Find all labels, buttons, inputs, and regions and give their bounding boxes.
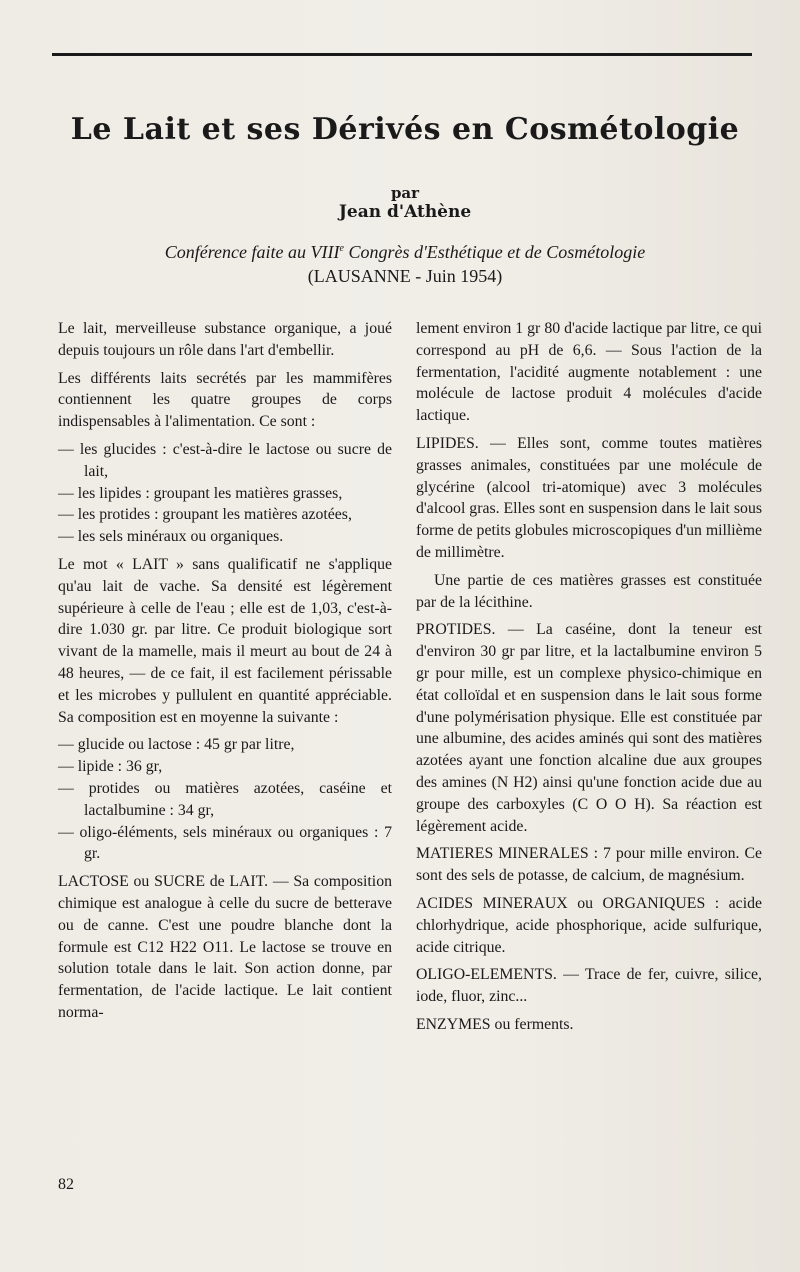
list-item: — lipide : 36 gr, bbox=[58, 758, 163, 776]
paragraph: ACIDES MINERAUX ou ORGANIQUES : acide chlorhydrique, acide phosphorique, acide sulfurique, acide citrique. bbox=[416, 894, 762, 956]
paragraph: lement environ 1 gr 80 d'acide lactique par litre, ce qui correspond au pH de 6,6. — Sous l'action de la fermentation, l'acidité augmente notablement : une molécule de lactose produit 4 molécules d'acide lactique. bbox=[416, 320, 762, 425]
paragraph: Le lait, merveilleuse substance organique, a joué depuis toujours un rôle dans l'art d'embellir. bbox=[58, 320, 392, 359]
list-item: — les lipides : groupant les matières grasses, bbox=[58, 484, 343, 502]
page-number: 82 bbox=[58, 1176, 74, 1193]
top-rule bbox=[52, 53, 752, 56]
paragraph: Les différents laits secrétés par les mammifères contiennent les quatre groupes de corps indispensables à l'alimentation. Ce sont : bbox=[58, 369, 392, 431]
paragraph: LACTOSE ou SUCRE de LAIT. — Sa composition chimique est analogue à celle du sucre de betterave ou de canne. C'est une poudre blanche dont la formule est C12 H22 O11. Le lactose se trouve en solution totale dans le lait. Son action donne, par fermentation, de l'acide lactique. Le lait contient norma- bbox=[58, 873, 392, 1021]
right-column bbox=[416, 318, 762, 1042]
list-item: — protides ou matières azotées, caséine et lactalbumine : 34 gr, bbox=[58, 779, 392, 819]
list-item: — les glucides : c'est-à-dire le lactose ou sucre de lait, bbox=[58, 440, 392, 480]
list-item: — oligo-éléments, sels minéraux ou organiques : 7 gr. bbox=[58, 823, 392, 863]
byline-par: par bbox=[390, 184, 420, 202]
article-title: Le Lait et ses Dérivés en Cosmétologie bbox=[70, 112, 740, 147]
list-item: — les protides : groupant les matières azotées, bbox=[58, 506, 352, 524]
author-name: Jean d'Athène bbox=[338, 202, 472, 222]
left-column bbox=[58, 318, 392, 1030]
list-item: — les sels minéraux ou organiques. bbox=[58, 528, 284, 546]
conference-line-1 bbox=[52, 242, 758, 263]
paragraph: LIPIDES. — Elles sont, comme toutes matières grasses animales, constituées par une molécule de glycérine (alcool tri-atomique) avec 3 molécules d'alcool gras. Elles sont en suspension dans le lait sous forme de petits globules microscopiques d'un millième de millimètre. bbox=[416, 434, 762, 561]
conference-line-1-pre: Conférence faite au VIII bbox=[164, 242, 340, 262]
list-item: — glucide ou lactose : 45 gr par litre, bbox=[58, 736, 295, 754]
paragraph: Une partie de ces matières grasses est constituée par de la lécithine. bbox=[416, 571, 762, 611]
paragraph: OLIGO-ELEMENTS. — Trace de fer, cuivre, silice, iode, fluor, zinc... bbox=[416, 966, 762, 1006]
conference-line-1-post: Congrès d'Esthétique et de Cosmétologie bbox=[343, 242, 646, 262]
paragraph: Le mot « LAIT » sans qualificatif ne s'applique qu'au lait de vache. Sa densité est légèrement supérieure à celle de l'eau ; elle est de 1,03, c'est-à-dire 1.030 gr. par litre. Ce produit biologique sort vivant de la mamelle, mais il meurt au bout de 24 à 48 heures, — de ce fait, il est facilement périssable et les microbes y pullulent en quantité appréciable. Sa composition est en moyenne la suivante : bbox=[58, 555, 392, 726]
paragraph: ENZYMES ou ferments. bbox=[416, 1015, 574, 1033]
conference-line-1-sup: e bbox=[339, 243, 344, 254]
paragraph: PROTIDES. — La caséine, dont la teneur est d'environ 30 gr par litre, et la lactalbumine environ 5 gr pour mille, est un complexe physico-chimique en état colloïdal et en suspension dans le lait sous forme d'une polymérisation physique. Elle est constituée par une albumine, des acides aminés qui sont des matières azotées ayant une fonction alcaline due aux groupes des amines (N H2) ainsi qu'une fonction acide due au groupe des carboxyles (C O O H). Sa réaction est légèrement acide. bbox=[416, 621, 762, 835]
conference-line-2: (LAUSANNE - Juin 1954) bbox=[307, 266, 503, 286]
paragraph: MATIERES MINERALES : 7 pour mille environ. Ce sont des sels de potasse, de calcium, de magnésium. bbox=[416, 845, 762, 885]
